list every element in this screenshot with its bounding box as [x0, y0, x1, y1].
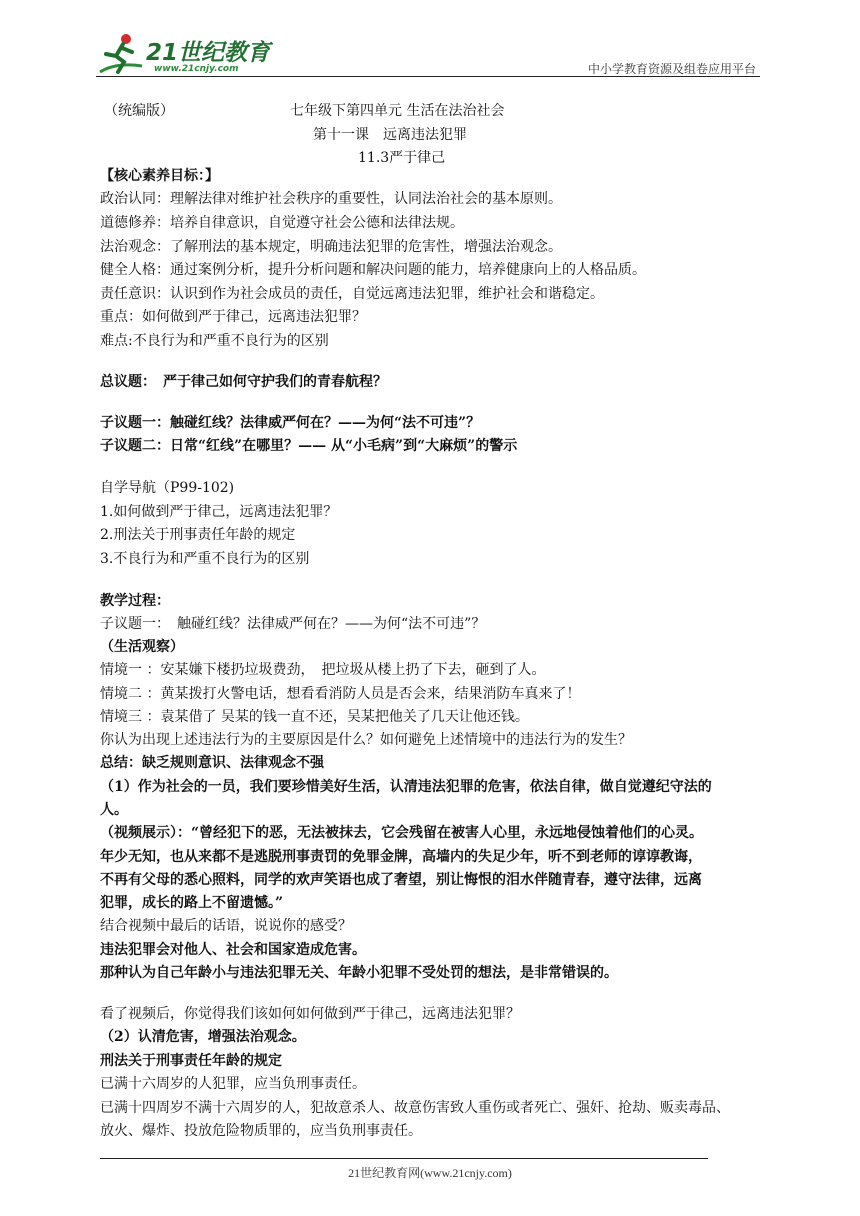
page-footer[interactable]: 21世纪教育网(www.21cnjy.com) [348, 1166, 512, 1180]
life-observation-label: （生活观察） [100, 639, 184, 655]
text-line: 健全人格：通过案例分析，提升分析问题和解决问题的能力，培养健康向上的人格品质。 [100, 262, 646, 278]
video-quote: 年少无知，也从来都不是逃脱刑事责罚的免罪金牌，高墙内的失足少年，听不到老师的谆谆教诲， [100, 849, 702, 865]
video-quote: （视频展示）：“曾经犯下的恶，无法被抹去，它会残留在被害人心里，永远地侵蚀着他们的心灵。 [100, 825, 704, 841]
difficult-point: 难点:不良行为和严重不良行为的区别 [100, 333, 329, 349]
platform-name: 中小学教育资源及组卷应用平台 [587, 62, 756, 76]
teaching-process-heading: 教学过程： [100, 593, 170, 609]
logo-url: www.21cnjy.com [154, 64, 239, 74]
question-line: 看了视频后，你觉得我们该如何如何做到严于律己，远离违法犯罪？ [100, 1006, 520, 1022]
self-study-item: 2.刑法关于刑事责任年龄的规定 [100, 527, 296, 543]
text-line: 放火、爆炸、投放危险物质罪的，应当负刑事责任。 [100, 1123, 422, 1139]
scenario-3: 情境三 ：袁某借了 吴某的钱一直不还，吴某把他关了几天让他还钱。 [100, 709, 529, 725]
subtopic-1: 子议题一：触碰红线？法律威严何在？——为何“法不可违”？ [100, 415, 481, 431]
self-study-item: 3.不良行为和严重不良行为的区别 [100, 551, 310, 567]
text-line: （2）认清危害，增强法治观念。 [100, 1029, 306, 1045]
question-line: 你认为出现上述违法行为的主要原因是什么？如何避免上述情境中的违法行为的发生？ [100, 732, 632, 748]
logo-title: 21世纪教育 [146, 40, 271, 66]
self-study-item: 1.如何做到严于律己，远离违法犯罪？ [100, 504, 338, 520]
text-line: 政治认同：理解法律对维护社会秩序的重要性，认同法治社会的基本原则。 [100, 191, 562, 207]
text-line: 已满十四周岁不满十六周岁的人，犯故意杀人、故意伤害致人重伤或者死亡、强奸、抢劫、贩卖毒品、 [100, 1100, 730, 1116]
unit-title: 七年级下第四单元 生活在法治社会 [290, 103, 505, 119]
text-line: 道德修养：培养自律意识，自觉遵守社会公德和法律法规。 [100, 215, 464, 231]
header-divider [96, 76, 760, 77]
video-quote: 犯罪，成长的路上不留遗憾。” [100, 895, 284, 911]
question-line: 结合视频中最后的话语，说说你的感受？ [100, 918, 352, 934]
text-line: 法治观念：了解刑法的基本规定，明确违法犯罪的危害性，增强法治观念。 [100, 239, 562, 255]
main-topic: 总议题： 严于律己如何守护我们的青春航程？ [100, 374, 387, 390]
edition-label: （统编版） [104, 103, 174, 119]
section-title: 11.3严于律己 [358, 150, 446, 166]
text-line: 违法犯罪会对他人、社会和国家造成危害。 [100, 942, 366, 958]
text-line: 子议题一： 触碰红线？法律威严何在？——为何“法不可违”？ [100, 616, 486, 632]
subtopic-2: 子议题二：日常“红线”在哪里？—— 从“小毛病”到“大麻烦”的警示 [100, 438, 518, 454]
text-line: 已满十六周岁的人犯罪，应当负刑事责任。 [100, 1076, 366, 1092]
text-line: 人。 [100, 802, 128, 818]
key-point: 重点：如何做到严于律己，远离违法犯罪？ [100, 309, 366, 325]
site-logo[interactable] [96, 30, 271, 80]
scenario-1: 情境一 ：安某嫌下楼扔垃圾费劲， 把垃圾从楼上扔了下去，砸到了人。 [100, 662, 546, 678]
text-line: 责任意识：认识到作为社会成员的责任，自觉远离违法犯罪，维护社会和谐稳定。 [100, 286, 604, 302]
lesson-title: 第十一课 远离违法犯罪 [313, 127, 467, 143]
video-quote: 不再有父母的悉心照料，同学的欢声笑语也成了奢望，别让悔恨的泪水伴随青春，遵守法律，远离 [100, 872, 702, 888]
summary-line: 总结：缺乏规则意识、法律观念不强 [100, 755, 324, 771]
text-line: （1）作为社会的一员，我们要珍惜美好生活，认清违法犯罪的危害，依法自律，做自觉遵纪守法的 [100, 779, 712, 795]
text-line: 那种认为自己年龄小与违法犯罪无关、年龄小犯罪不受处罚的想法，是非常错误的。 [100, 965, 618, 981]
criminal-age-heading: 刑法关于刑事责任年龄的规定 [100, 1053, 282, 1069]
runner-logo-icon [96, 32, 148, 78]
objectives-heading: 【核心素养目标：】 [100, 168, 219, 184]
self-study-heading: 自学导航（P99-102) [100, 480, 235, 496]
footer-divider [100, 1158, 708, 1159]
page-header [96, 30, 760, 82]
scenario-2: 情境二 ：黄某拨打火警电话，想看看消防人员是否会来，结果消防车真来了！ [100, 686, 581, 702]
